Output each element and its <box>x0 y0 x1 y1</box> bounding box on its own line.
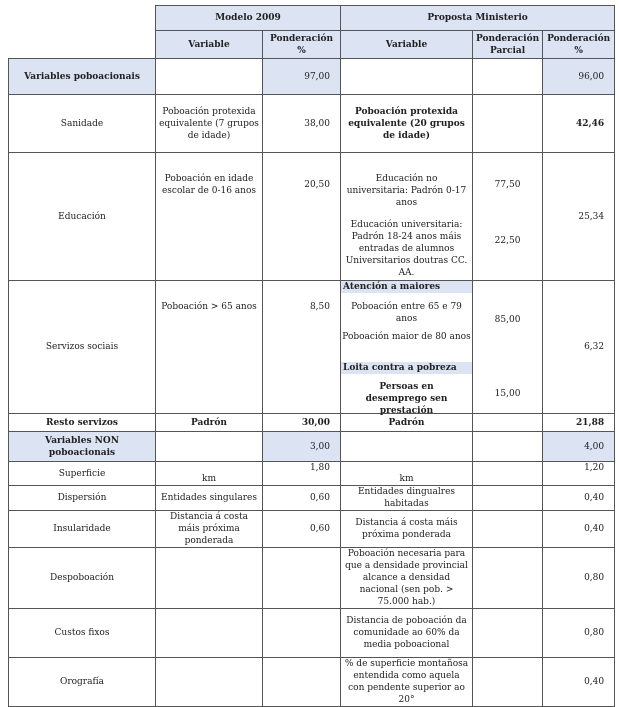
header-proposta-ministerio: Proposta Ministerio <box>341 6 615 31</box>
row-label: Sanidade <box>9 95 156 153</box>
table-row <box>9 486 615 511</box>
proposta-variable: Poboación protexida equivalente (20 grupos de idade) <box>341 95 473 153</box>
weighting-table <box>8 5 615 707</box>
modelo-ponderacion: 97,00 <box>263 59 341 95</box>
row-label: Despoboación <box>9 548 156 609</box>
table-row <box>9 609 615 658</box>
proposta-ponderacion: 4,00 <box>543 432 615 462</box>
modelo-ponderacion: 38,00 <box>263 95 341 153</box>
proposta-variable: Padrón <box>341 414 473 432</box>
proposta-ponderacion: 21,88 <box>543 414 615 432</box>
modelo-ponderacion: 20,50 <box>304 180 330 190</box>
row-label: Insularidade <box>9 511 156 548</box>
proposta-ponderacion: 0,80 <box>543 609 615 658</box>
section-loita-pobreza: Loita contra a pobreza <box>341 362 472 374</box>
header-ponderacion-parcial: Ponderación Parcial <box>473 31 543 59</box>
proposta-variable: Poboación necesaria para que a densidade provincial alcance a densidad nacional (sen pob. > 75.000 hab.) <box>341 548 473 609</box>
table-row <box>9 432 615 462</box>
table-row <box>9 95 615 153</box>
modelo-ponderacion: 30,00 <box>263 414 341 432</box>
modelo-ponderacion: 3,00 <box>263 432 341 462</box>
table-row <box>9 658 615 707</box>
modelo-variable: km <box>156 462 263 486</box>
modelo-variable: Poboación protexida equivalente (7 grupos de idade) <box>156 95 263 153</box>
modelo-variable: Poboación en idade escolar de 0-16 anos <box>161 174 257 196</box>
proposta-variable-2: Educación universitaria: Padrón 18-24 anos máis entradas de alumnos Universitarios doutras CC. AA. <box>345 220 468 278</box>
proposta-ponderacion: 96,00 <box>543 59 615 95</box>
table-row <box>9 153 615 281</box>
row-label: Custos fixos <box>9 609 156 658</box>
proposta-ponderacion: 42,46 <box>543 95 615 153</box>
modelo-variable: Entidades singulares <box>156 486 263 511</box>
header-ponderacion-proposta: Ponderación % <box>543 31 615 59</box>
proposta-parcial-2: 22,50 <box>494 236 521 246</box>
proposta-parcial-2: 15,00 <box>494 389 521 399</box>
proposta-parcial-1: 85,00 <box>494 315 521 325</box>
modelo-ponderacion: 0,60 <box>263 486 341 511</box>
empty-corner <box>9 6 156 31</box>
table-row <box>9 59 615 95</box>
row-label: Dispersión <box>9 486 156 511</box>
modelo-variable: Padrón <box>156 414 263 432</box>
modelo-variable: Distancia á costa máis próxima ponderada <box>156 511 263 548</box>
table-row <box>9 462 615 486</box>
proposta-variable-1: Educación no universitaria: Padrón 0-17 anos <box>346 174 467 208</box>
proposta-variable-2: Poboación maior de 80 anos <box>342 332 471 342</box>
table-row <box>9 548 615 609</box>
modelo-variable: Poboación > 65 anos <box>161 302 257 312</box>
empty-corner-2 <box>9 31 156 59</box>
header-variable-proposta: Variable <box>341 31 473 59</box>
proposta-ponderacion: 0,40 <box>543 486 615 511</box>
proposta-variable-3: Persoas en desemprego sen prestación <box>365 382 448 416</box>
row-label: Servizos sociais <box>9 281 156 414</box>
proposta-variable: % de superficie montañosa entendida como aquela con pendente superior ao 20° <box>341 658 473 707</box>
proposta-ponderacion: 0,40 <box>543 658 615 707</box>
row-label: Resto servizos <box>9 414 156 432</box>
table-row <box>9 511 615 548</box>
row-label: Orografía <box>9 658 156 707</box>
row-label: Variables NON poboacionais <box>9 432 156 462</box>
table-row <box>9 281 615 414</box>
modelo-ponderacion: 1,80 <box>263 462 341 486</box>
proposta-variable: Distancia de poboación da comunidade ao 60% da media poboacional <box>341 609 473 658</box>
proposta-ponderacion: 0,40 <box>543 511 615 548</box>
proposta-variable-1: Poboación entre 65 e 79 anos <box>351 302 462 324</box>
row-label: Superficie <box>9 462 156 486</box>
proposta-variable: Distancia á costa máis próxima ponderada <box>341 511 473 548</box>
proposta-variable: km <box>341 462 473 486</box>
row-label: Educación <box>9 153 156 281</box>
proposta-ponderacion: 25,34 <box>543 153 615 281</box>
proposta-ponderacion: 6,32 <box>543 281 615 414</box>
proposta-variable: Entidades dingualres habitadas <box>341 486 473 511</box>
header-variable: Variable <box>156 31 263 59</box>
header-modelo-2009: Modelo 2009 <box>156 6 341 31</box>
proposta-ponderacion: 1,20 <box>543 462 615 486</box>
modelo-ponderacion: 8,50 <box>309 302 330 312</box>
section-atencion-maiores: Atención a maiores <box>341 281 472 293</box>
table-row <box>9 414 615 432</box>
proposta-parcial-1: 77,50 <box>494 180 521 190</box>
row-label: Variables poboacionais <box>9 59 156 95</box>
header-ponderacion: Ponderación % <box>263 31 341 59</box>
modelo-ponderacion: 0,60 <box>263 511 341 548</box>
proposta-ponderacion: 0,80 <box>543 548 615 609</box>
